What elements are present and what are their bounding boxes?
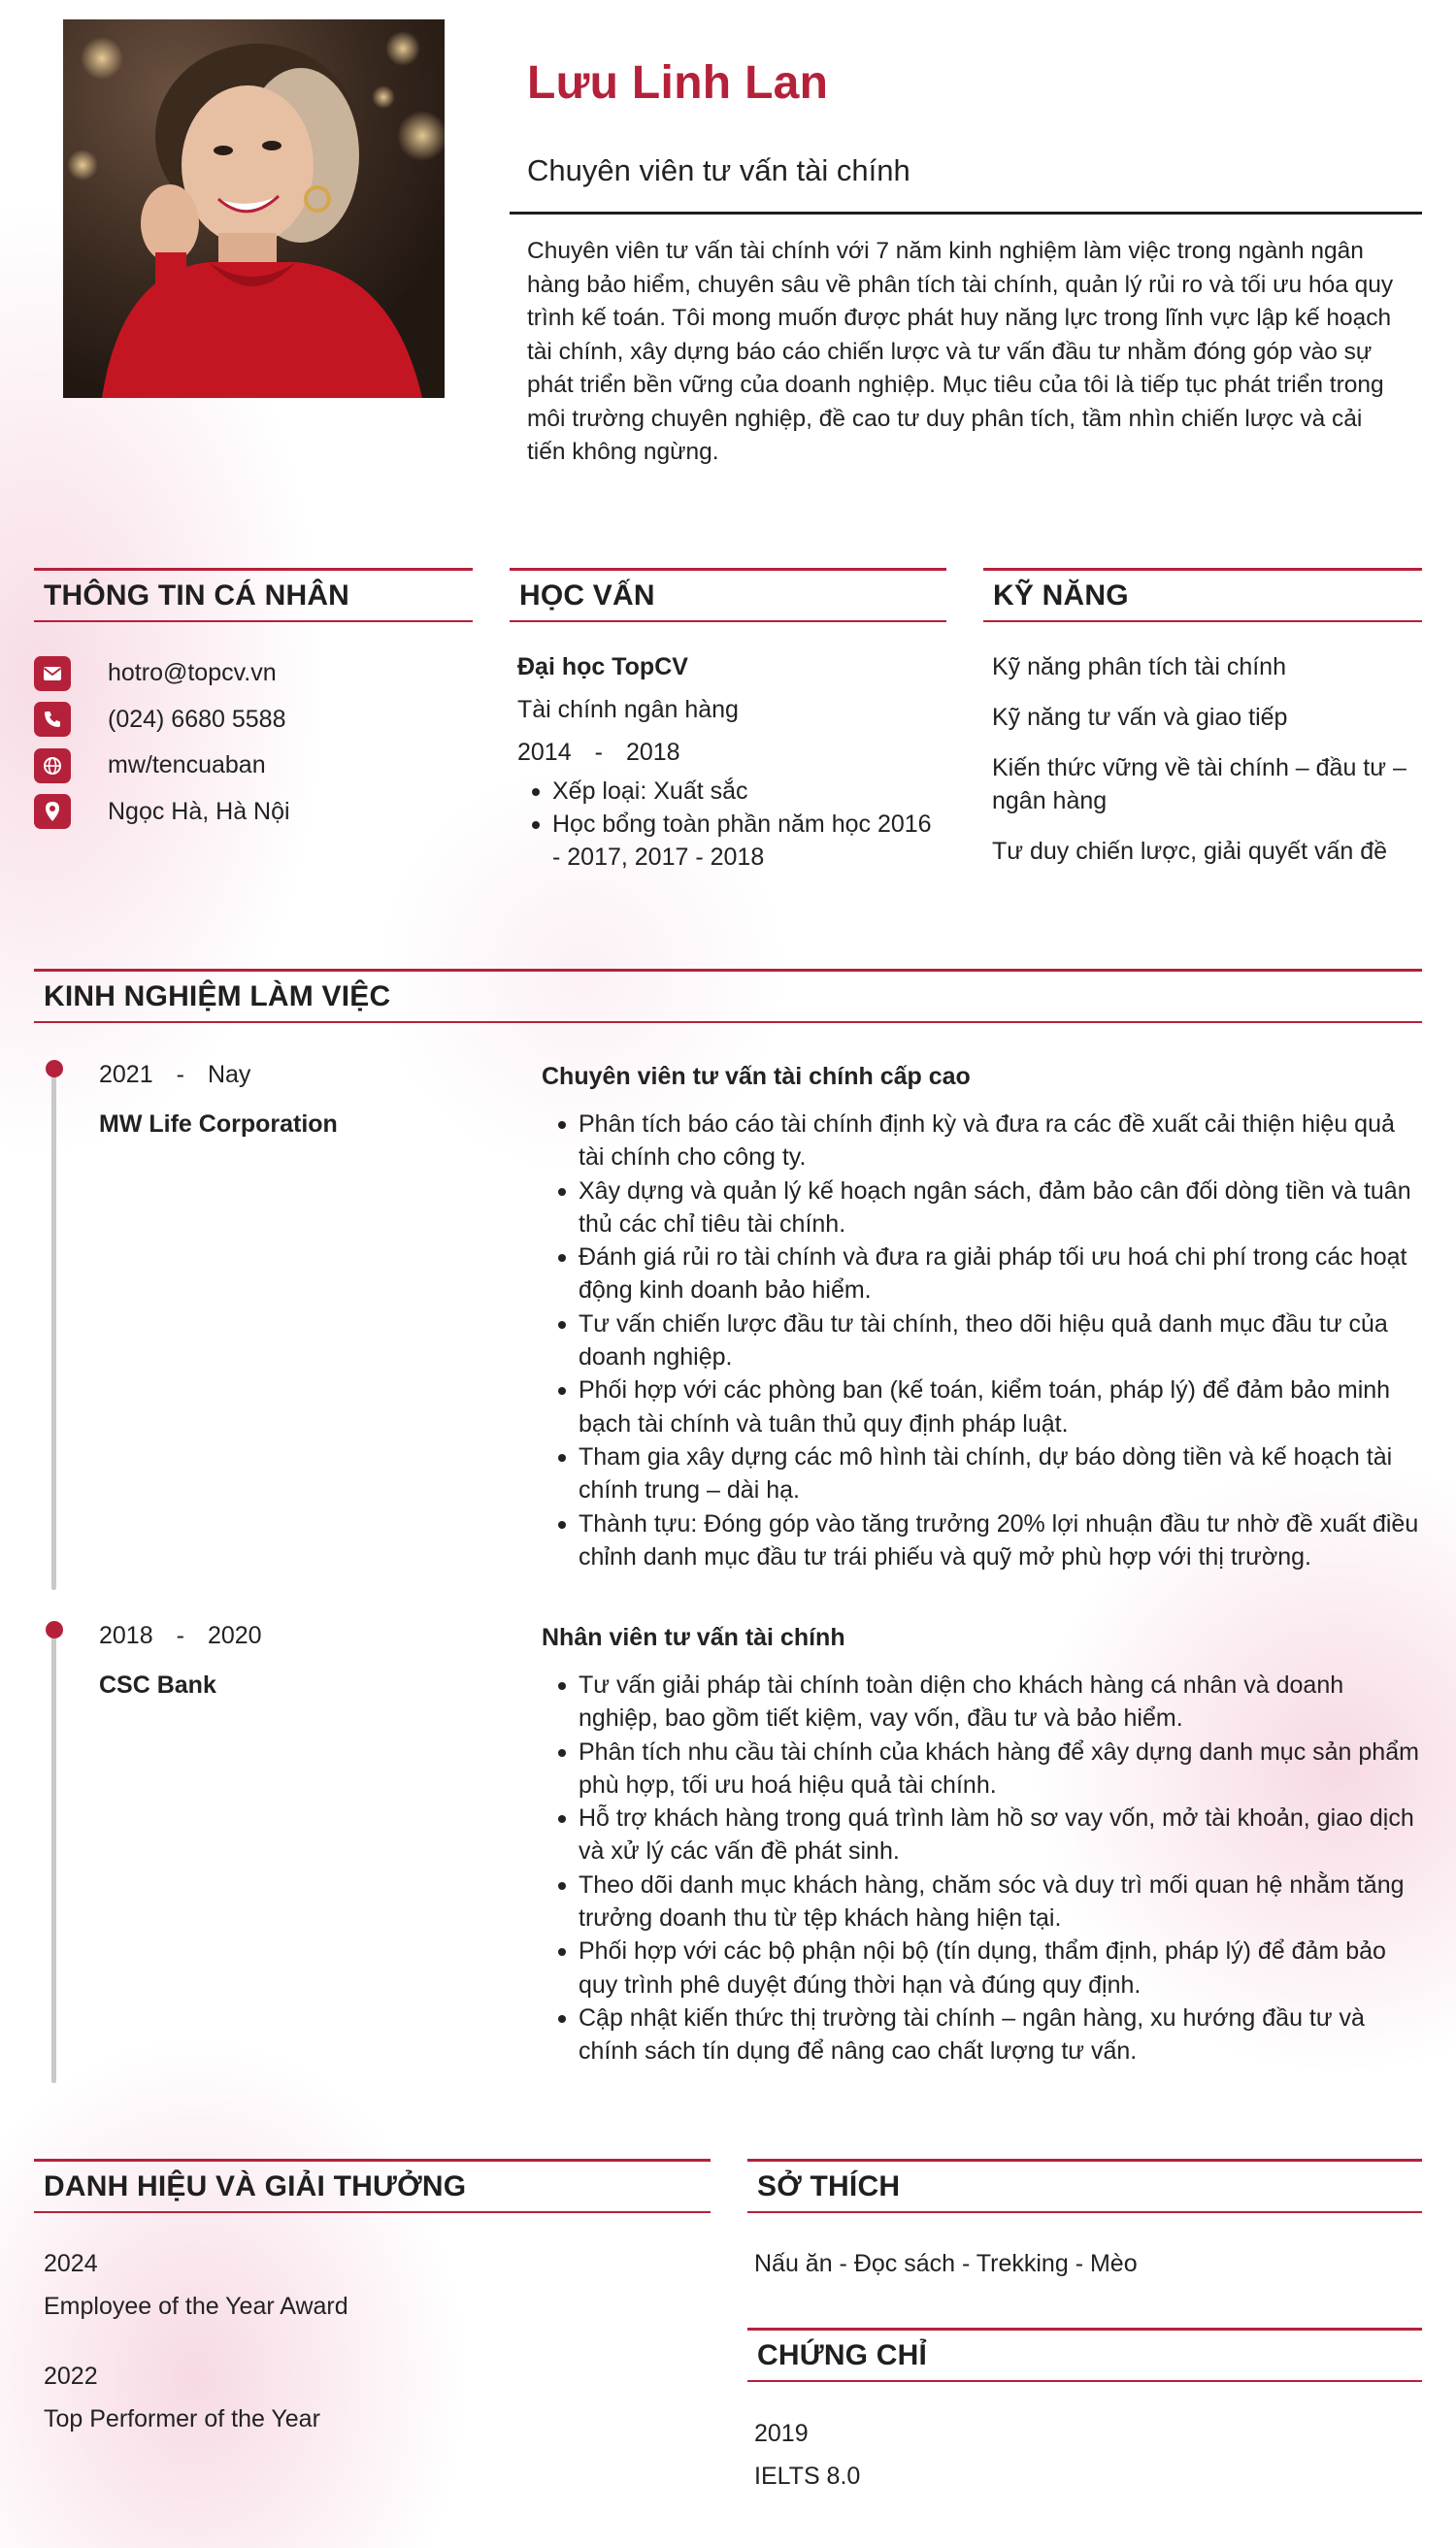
job-period: [99, 1622, 262, 1650]
job-role: Chuyên viên tư vấn tài chính cấp cao: [542, 1063, 971, 1090]
section-personal-info: [34, 568, 473, 622]
hobbies-text: Nấu ăn - Đọc sách - Trekking - Mèo: [754, 2250, 1138, 2277]
contact-email[interactable]: [34, 650, 290, 697]
job-responsibilities: [544, 1669, 1422, 2068]
section-experience: [34, 969, 1422, 1023]
section-hobbies: [747, 2159, 1422, 2213]
skills-list: [992, 650, 1419, 885]
education-entry: [517, 650, 944, 874]
job-end: 2020: [207, 1622, 262, 1649]
education-years: [517, 736, 944, 775]
skill-item: Kỹ năng phân tích tài chính: [992, 653, 1286, 680]
phone-text: (024) 6680 5588: [108, 705, 286, 733]
job-end: Nay: [207, 1061, 251, 1088]
email-text: hotro@topcv.vn: [108, 659, 277, 687]
portrait-image: [63, 19, 445, 398]
award-year: 2022: [44, 2363, 98, 2390]
list-item: Phân tích báo cáo tài chính định kỳ và đưa ra các đề xuất cải thiện hiệu quả tài chính cho công ty.: [544, 1108, 1422, 1175]
location-pin-icon: [34, 794, 71, 829]
phone-icon: [34, 702, 71, 737]
profile-photo: [63, 19, 445, 398]
section-awards: [34, 2159, 711, 2213]
education-details: [517, 775, 944, 874]
section-certificates: [747, 2328, 1422, 2382]
skill-item: Kiến thức vững về tài chính – đầu tư – ngân hàng: [992, 754, 1406, 814]
skill-item: Kỹ năng tư vấn và giao tiếp: [992, 704, 1288, 731]
list-item: Thành tựu: Đóng góp vào tăng trưởng 20% lợi nhuận đầu tư nhờ đề xuất điều chỉnh danh mục đầu tư trái phiếu và quỹ mở phù hợp với thị trường.: [544, 1507, 1422, 1574]
timeline-line: [51, 1068, 56, 1590]
contact-list: [34, 650, 290, 835]
contact-website[interactable]: [34, 743, 290, 789]
address-text: Ngọc Hà, Hà Nội: [108, 797, 290, 825]
list-item: Theo dõi danh mục khách hàng, chăm sóc và duy trì mối quan hệ nhằm tăng trưởng doanh thu từ tệp khách hàng hiện tại.: [544, 1869, 1422, 1936]
company-name: CSC Bank: [99, 1671, 216, 1699]
globe-icon: [34, 748, 71, 783]
envelope-icon: [34, 656, 71, 691]
section-title: DANH HIỆU VÀ GIẢI THƯỞNG: [44, 2169, 467, 2202]
list-item: Cập nhật kiến thức thị trường tài chính – ngân hàng, xu hướng đầu tư và chính sách tín dụng để nâng cao chất lượng tư vấn.: [544, 2002, 1422, 2068]
header-divider: [510, 212, 1422, 215]
award-title: Employee of the Year Award: [44, 2293, 348, 2320]
section-title: HỌC VẤN: [519, 579, 655, 612]
list-item: Phối hợp với các phòng ban (kế toán, kiểm toán, pháp lý) để đảm bảo minh bạch tài chính và tuân thủ quy định pháp luật.: [544, 1373, 1422, 1440]
company-name: MW Life Corporation: [99, 1110, 338, 1138]
job-period: [99, 1061, 250, 1089]
job-start: 2021: [99, 1061, 153, 1088]
list-item: Hỗ trợ khách hàng trong quá trình làm hồ sơ vay vốn, mở tài khoản, giao dịch và xử lý các vấn đề phát sinh.: [544, 1802, 1422, 1869]
year-separator: -: [176, 1061, 184, 1088]
year-separator: -: [176, 1622, 184, 1649]
job-role: Nhân viên tư vấn tài chính: [542, 1624, 845, 1651]
award-title: Top Performer of the Year: [44, 2405, 320, 2432]
timeline-dot: [46, 1060, 63, 1077]
certificate-year: 2019: [754, 2420, 809, 2447]
major: Tài chính ngân hàng: [517, 696, 739, 723]
section-title: KỸ NĂNG: [993, 579, 1129, 612]
list-item: Đánh giá rủi ro tài chính và đưa ra giải pháp tối ưu hoá chi phí trong các hoạt động kinh doanh bảo hiểm.: [544, 1241, 1422, 1307]
year-separator: -: [594, 739, 603, 766]
list-item: Tham gia xây dựng các mô hình tài chính, dự báo dòng tiền và kế hoạch tài chính trung – dài hạ.: [544, 1440, 1422, 1507]
section-title: KINH NGHIỆM LÀM VIỆC: [44, 979, 391, 1012]
certificate-name: IELTS 8.0: [754, 2463, 861, 2490]
website-text: mw/tencuaban: [108, 751, 266, 779]
contact-phone[interactable]: [34, 697, 290, 744]
section-education: [510, 568, 946, 622]
start-year: 2014: [517, 739, 572, 766]
list-item: Tư vấn giải pháp tài chính toàn diện cho khách hàng cá nhân và doanh nghiệp, bao gồm tiết kiệm, vay vốn, đầu tư và bảo hiểm.: [544, 1669, 1422, 1736]
timeline-line: [51, 1629, 56, 2083]
job-responsibilities: [544, 1108, 1422, 1573]
timeline-dot: [46, 1621, 63, 1638]
skill-item: Tư duy chiến lược, giải quyết vấn đề: [992, 838, 1388, 865]
contact-address: [34, 789, 290, 836]
section-title: THÔNG TIN CÁ NHÂN: [44, 579, 350, 612]
section-title: CHỨNG CHỈ: [757, 2338, 928, 2371]
profile-summary: Chuyên viên tư vấn tài chính với 7 năm kinh nghiệm làm việc trong ngành ngân hàng bảo hiểm, chuyên sâu về phân tích tài chính, quản lý rủi ro và tối ưu hóa quy trình kế toán. Tôi mong muốn được phát huy năng lực trong lĩnh vực lập kế hoạch tài chính, xây dựng báo cáo chiến lược và tư vấn đầu tư nhằm đóng góp vào sự phát triển bền vững của doanh nghiệp. Mục tiêu của tôi là tiếp tục phát triển trong môi trường chuyên nghiệp, đề cao tư duy phân tích, tầm nhìn chiến lược và cải tiến không ngừng.: [527, 238, 1394, 465]
school-name: Đại học TopCV: [517, 653, 688, 680]
section-title: SỞ THÍCH: [757, 2169, 901, 2202]
list-item: Xây dựng và quản lý kế hoạch ngân sách, đảm bảo cân đối dòng tiền và tuân thủ các chỉ tiêu tài chính.: [544, 1175, 1422, 1241]
section-skills: [983, 568, 1422, 622]
list-item: Phân tích nhu cầu tài chính của khách hàng để xây dựng danh mục sản phẩm phù hợp, tối ưu hoá hiệu quả tài chính.: [544, 1736, 1422, 1803]
list-item: Tư vấn chiến lược đầu tư tài chính, theo dõi hiệu quả danh mục đầu tư của doanh nghiệp.: [544, 1307, 1422, 1374]
end-year: 2018: [625, 739, 680, 766]
candidate-name: Lưu Linh Lan: [527, 57, 829, 109]
job-start: 2018: [99, 1622, 153, 1649]
job-title: Chuyên viên tư vấn tài chính: [527, 153, 910, 187]
list-item: Xếp loại: Xuất sắc: [517, 775, 944, 808]
list-item: Học bổng toàn phần năm học 2016 - 2017, 2017 - 2018: [517, 808, 944, 874]
award-year: 2024: [44, 2250, 98, 2277]
list-item: Phối hợp với các bộ phận nội bộ (tín dụng, thẩm định, pháp lý) để đảm bảo quy trình phê duyệt đúng thời hạn và đúng quy định.: [544, 1935, 1422, 2002]
